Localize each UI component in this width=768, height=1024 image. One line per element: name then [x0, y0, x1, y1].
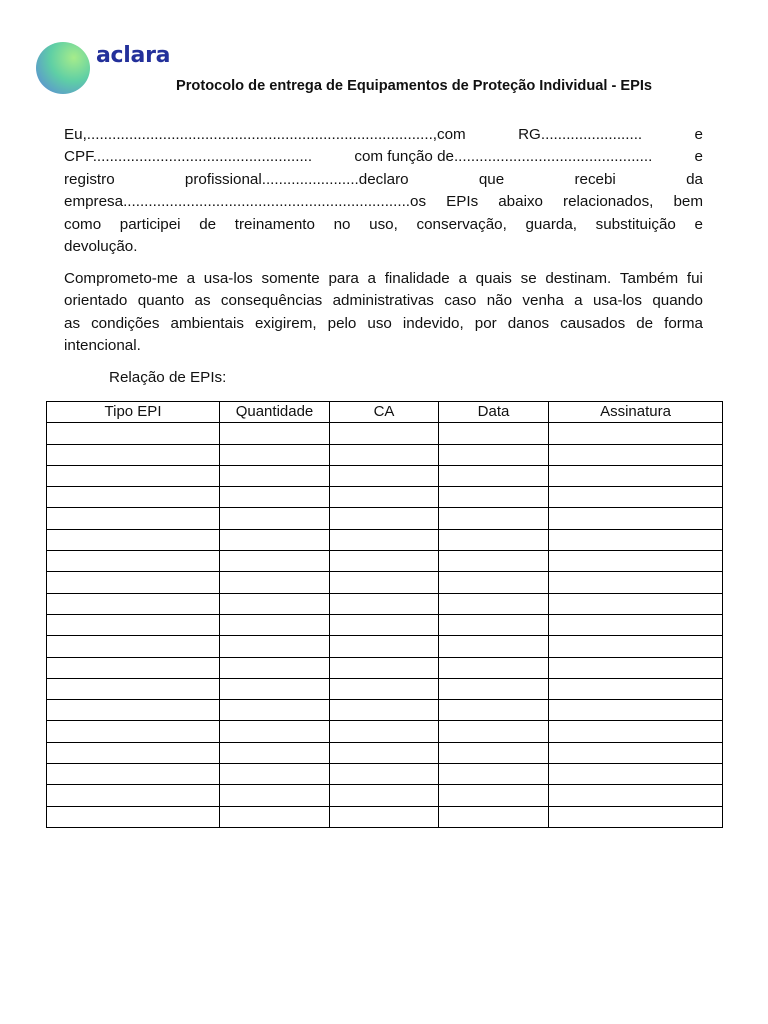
table-cell[interactable] [439, 657, 549, 678]
table-cell[interactable] [549, 785, 723, 806]
word: EPIs [446, 193, 479, 211]
word: somente [261, 270, 320, 287]
table-cell[interactable] [47, 593, 220, 614]
table-cell[interactable] [439, 785, 549, 806]
epi-table [46, 401, 723, 828]
word: quais [475, 270, 512, 287]
table-cell[interactable] [220, 785, 330, 806]
table-row [47, 465, 723, 486]
table-cell[interactable] [47, 487, 220, 508]
table-cell[interactable] [439, 487, 549, 508]
word: fui [686, 270, 703, 287]
table-cell[interactable] [220, 806, 330, 827]
table-cell[interactable] [220, 657, 330, 678]
table-cell[interactable] [330, 551, 439, 572]
table-cell[interactable] [549, 636, 723, 657]
word: de [636, 314, 654, 332]
header-ca: CA [330, 402, 439, 423]
word: administrativas [332, 292, 434, 310]
table-cell[interactable] [439, 678, 549, 699]
table-row [47, 764, 723, 785]
header-tipo-epi: Tipo EPI [47, 402, 220, 423]
word: uso [367, 314, 392, 332]
table-cell[interactable] [220, 423, 330, 444]
table-cell[interactable] [330, 593, 439, 614]
table-cell[interactable] [549, 572, 723, 593]
table-cell[interactable] [47, 721, 220, 742]
word: a [574, 292, 583, 310]
table-cell[interactable] [439, 529, 549, 550]
table-cell[interactable] [330, 444, 439, 465]
word: relacionados, [563, 193, 654, 211]
word: treinamento [234, 215, 315, 233]
word: caso [444, 292, 477, 310]
table-cell[interactable] [330, 529, 439, 550]
table-row [47, 678, 723, 699]
paragraph-line [64, 169, 703, 191]
header-assinatura: Assinatura [549, 402, 723, 423]
table-cell[interactable] [330, 700, 439, 721]
paragraph-line [64, 290, 703, 312]
table-cell[interactable] [439, 721, 549, 742]
table-cell[interactable] [220, 465, 330, 486]
word: profissional.......................declaro [184, 170, 409, 188]
table-cell[interactable] [439, 742, 549, 763]
declaration-paragraph [64, 124, 703, 258]
table-row [47, 614, 723, 635]
table-row [47, 508, 723, 529]
table-cell[interactable] [330, 614, 439, 635]
word: Comprometo-me [64, 270, 178, 287]
word: com função de............................................... [354, 148, 653, 166]
table-row [47, 785, 723, 806]
table-cell[interactable] [220, 529, 330, 550]
table-cell[interactable] [47, 764, 220, 785]
table-cell[interactable] [330, 806, 439, 827]
table-row [47, 487, 723, 508]
table-cell[interactable] [549, 508, 723, 529]
table-cell[interactable] [330, 742, 439, 763]
table-cell[interactable] [220, 487, 330, 508]
word: a [186, 270, 196, 287]
table-cell[interactable] [47, 444, 220, 465]
table-cell[interactable] [549, 764, 723, 785]
header-quantidade: Quantidade [220, 402, 330, 423]
paragraph-line [64, 313, 703, 335]
word: substituição [595, 215, 676, 233]
table-cell[interactable] [549, 593, 723, 614]
table-cell[interactable] [220, 508, 330, 529]
word: indevido, [402, 314, 464, 332]
word: e [694, 215, 703, 233]
word: quando [652, 292, 703, 310]
table-row [47, 529, 723, 550]
table-cell[interactable] [549, 444, 723, 465]
table-cell[interactable] [47, 508, 220, 529]
word: destinam. [545, 270, 612, 287]
word: abaixo [498, 193, 543, 211]
word: uso, [369, 215, 398, 233]
table-cell[interactable] [220, 444, 330, 465]
table-cell[interactable] [47, 785, 220, 806]
table-row [47, 657, 723, 678]
table-cell[interactable] [439, 444, 549, 465]
word: as [64, 314, 81, 332]
word: condições [91, 314, 160, 332]
table-cell[interactable] [439, 572, 549, 593]
table-cell[interactable] [47, 572, 220, 593]
word: e [694, 148, 703, 166]
document-title: Protocolo de entrega de Equipamentos de Proteção Individual - EPIs [176, 78, 653, 94]
table-cell[interactable] [220, 700, 330, 721]
table-cell[interactable] [439, 700, 549, 721]
table-cell[interactable] [330, 785, 439, 806]
table-cell[interactable] [549, 529, 723, 550]
word: por [474, 314, 497, 332]
table-cell[interactable] [439, 465, 549, 486]
table-cell[interactable] [220, 614, 330, 635]
paragraph-line [64, 191, 703, 213]
word: se [520, 270, 537, 287]
logo-circle-icon [36, 42, 90, 94]
word: como [64, 215, 102, 233]
paragraph-line [64, 146, 703, 168]
table-cell[interactable] [330, 508, 439, 529]
word: as [194, 292, 211, 310]
paragraph-last-line: devolução. [64, 238, 138, 256]
table-cell[interactable] [47, 806, 220, 827]
table-cell[interactable] [439, 614, 549, 635]
table-row [47, 572, 723, 593]
table-cell[interactable] [47, 465, 220, 486]
table-cell[interactable] [47, 614, 220, 635]
table-cell[interactable] [439, 593, 549, 614]
table-cell[interactable] [330, 487, 439, 508]
word: conservação, [416, 215, 507, 233]
word: pelo [327, 314, 357, 332]
table-cell[interactable] [220, 678, 330, 699]
word: forma [664, 314, 703, 332]
word: finalidade [384, 270, 450, 287]
table-cell[interactable] [220, 593, 330, 614]
word: usa-los [592, 292, 642, 310]
word: participei [119, 215, 181, 233]
table-cell[interactable] [549, 423, 723, 444]
table-row [47, 721, 723, 742]
word: da [686, 170, 703, 188]
word: exigirem, [254, 314, 317, 332]
word: não [486, 292, 513, 310]
table-cell[interactable] [330, 764, 439, 785]
paragraph-line [64, 268, 703, 290]
paragraph-last-line: intencional. [64, 337, 141, 355]
table-cell[interactable] [47, 678, 220, 699]
table-cell[interactable] [330, 423, 439, 444]
word: guarda, [525, 215, 577, 233]
table-cell[interactable] [549, 678, 723, 699]
word: para [328, 270, 359, 287]
table-row [47, 593, 723, 614]
table-row [47, 636, 723, 657]
word: ambientais [170, 314, 244, 332]
table-cell[interactable] [549, 742, 723, 763]
paragraph-line [64, 124, 703, 146]
word: Eu,..................................................................................,com [64, 126, 466, 143]
table-cell[interactable] [220, 742, 330, 763]
table-cell[interactable] [330, 657, 439, 678]
word: que [478, 170, 505, 188]
table-row [47, 742, 723, 763]
word: RG........................ [518, 126, 643, 143]
table-cell[interactable] [549, 657, 723, 678]
word: bem [673, 193, 703, 211]
table-cell[interactable] [549, 465, 723, 486]
logo-text: aclara [96, 43, 171, 68]
word: recebi [574, 170, 616, 188]
table-row [47, 700, 723, 721]
word: CPF.................................................... [64, 148, 313, 166]
word: quanto [137, 292, 185, 310]
table-cell[interactable] [439, 806, 549, 827]
table-cell[interactable] [549, 806, 723, 827]
table-cell[interactable] [47, 700, 220, 721]
table-cell[interactable] [220, 572, 330, 593]
table-cell[interactable] [220, 551, 330, 572]
table-cell[interactable] [47, 529, 220, 550]
word: venha [522, 292, 564, 310]
table-cell[interactable] [330, 721, 439, 742]
table-cell[interactable] [220, 721, 330, 742]
table-row [47, 444, 723, 465]
header-data: Data [439, 402, 549, 423]
table-cell[interactable] [439, 551, 549, 572]
table-cell[interactable] [439, 508, 549, 529]
word: causados [560, 314, 626, 332]
word: no [333, 215, 351, 233]
table-cell[interactable] [47, 423, 220, 444]
word: Também [619, 270, 679, 287]
logo [36, 42, 170, 94]
table-row [47, 551, 723, 572]
table-header-row [47, 402, 723, 423]
table-row [47, 806, 723, 827]
word: e [694, 126, 703, 143]
word: consequências [220, 292, 323, 310]
table-cell[interactable] [330, 678, 439, 699]
word: de [199, 215, 217, 233]
table-cell[interactable] [330, 465, 439, 486]
table-row [47, 423, 723, 444]
word: orientado [64, 292, 128, 310]
table-cell[interactable] [439, 636, 549, 657]
word: a [458, 270, 467, 287]
epi-list-label: Relação de EPIs: [109, 369, 227, 386]
table-cell[interactable] [47, 742, 220, 763]
table-cell[interactable] [330, 636, 439, 657]
word: empresa....................................................................os [64, 193, 427, 211]
word: danos [507, 314, 550, 332]
table-cell[interactable] [549, 700, 723, 721]
table-cell[interactable] [549, 551, 723, 572]
commitment-paragraph [64, 268, 703, 358]
table-cell[interactable] [549, 614, 723, 635]
table-cell[interactable] [549, 487, 723, 508]
table-cell[interactable] [220, 764, 330, 785]
table-cell[interactable] [330, 572, 439, 593]
table-cell[interactable] [439, 423, 549, 444]
table-cell[interactable] [47, 657, 220, 678]
word: a [367, 270, 376, 287]
table-cell[interactable] [220, 636, 330, 657]
table-cell[interactable] [439, 764, 549, 785]
word: usa-los [203, 270, 253, 287]
table-cell[interactable] [47, 551, 220, 572]
table-cell[interactable] [549, 721, 723, 742]
paragraph-line [64, 214, 703, 236]
table-cell[interactable] [47, 636, 220, 657]
word: registro [64, 170, 115, 188]
